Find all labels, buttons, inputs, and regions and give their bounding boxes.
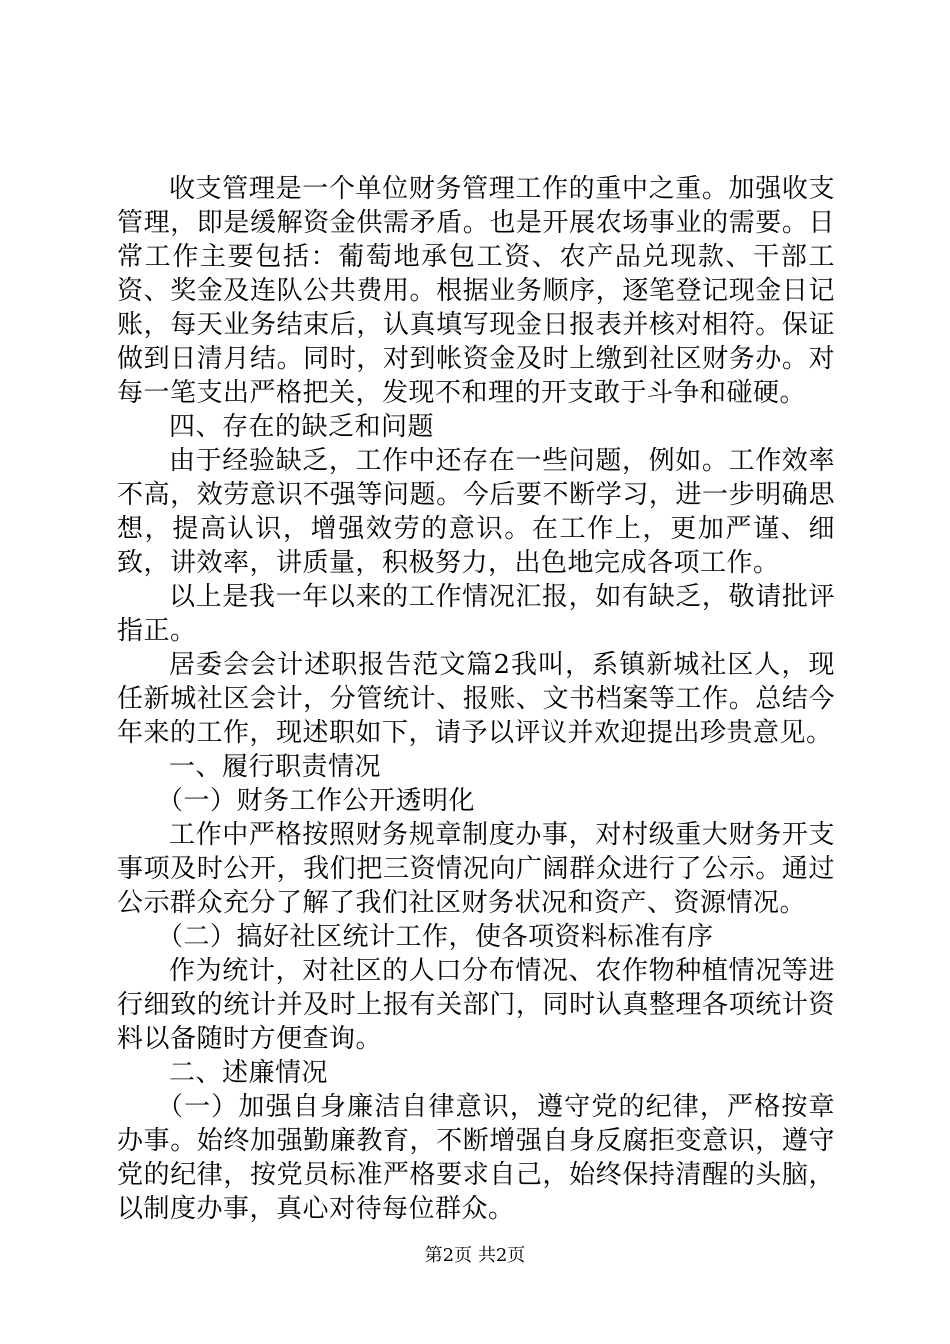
- section-heading-integrity: 二、述廉情况: [169, 1058, 329, 1088]
- section-heading-duties: 一、履行职责情况: [169, 752, 382, 782]
- paragraph-problems: 由于经验缺乏，工作中还存在一些问题，例如。工作效率不高，效劳意识不强等问题。今后要不断学习，进一步明确思想，提高认识，增强效劳的意识。在工作上，更加严谨、细致，讲效率，讲质量，积极努力，出色地完成各项工作。: [117, 446, 835, 578]
- paragraph-report-intro: 居委会会计述职报告范文篇2我叫，系镇新城社区人，现任新城社区会计，分管统计、报账、文书档案等工作。总结今年来的工作，现述职如下，请予以评议并欢迎提出珍贵意见。: [117, 650, 835, 748]
- paragraph-integrity: （一）加强自身廉洁自律意识，遵守党的纪律，严格按章办事。始终加强勤廉教育，不断增强自身反腐拒变意识，遵守党的纪律，按党员标准严格要求自己，始终保持清醒的头脑，以制度办事，真心对待每位群众。: [117, 1092, 835, 1224]
- document-body: [117, 172, 835, 1226]
- page-number-footer: 第2页 共2页: [424, 1245, 526, 1266]
- paragraph-income-expense: 收支管理是一个单位财务管理工作的重中之重。加强收支管理，即是缓解资金供需矛盾。也是开展农场事业的需要。日常工作主要包括：葡萄地承包工资、农产品兑现款、干部工资、奖金及连队公共费用。根据业务顺序，逐笔登记现金日记账，每天业务结束后，认真填写现金日报表并核对相符。保证做到日清月结。同时，对到帐资金及时上缴到社区财务办。对每一笔支出严格把关，发现不和理的开支敢于斗争和碰硬。: [117, 174, 835, 408]
- paragraph-finance: 工作中严格按照财务规章制度办事，对村级重大财务开支事项及时公开，我们把三资情况向广阔群众进行了公示。通过公示群众充分了解了我们社区财务状况和资产、资源情况。: [117, 820, 835, 918]
- section-heading-shortcomings: 四、存在的缺乏和问题: [169, 412, 435, 442]
- subsection-heading-finance: （一）财务工作公开透明化: [157, 786, 476, 816]
- paragraph-statistics: 作为统计，对社区的人口分布情况、农作物种植情况等进行细致的统计并及时上报有关部门，同时认真整理各项统计资料以备随时方便查询。: [117, 956, 835, 1054]
- paragraph-summary: 以上是我一年以来的工作情况汇报，如有缺乏，敬请批评指正。: [117, 582, 835, 646]
- subsection-heading-statistics: （二）搞好社区统计工作，使各项资料标准有序: [157, 922, 714, 952]
